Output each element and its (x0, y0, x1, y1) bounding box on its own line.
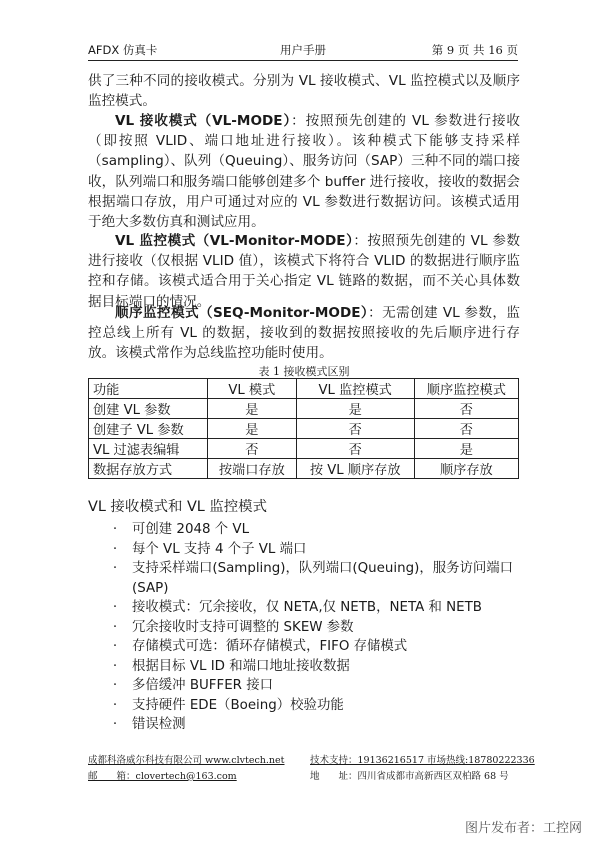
table-row (89, 459, 519, 479)
vl-monitor-title: VL 监控模式（VL-Monitor-MODE） (115, 233, 354, 249)
feature-list (108, 520, 528, 735)
list-item: · 接收模式：冗余接收，仅 NETA,仅 NETB，NETA 和 NETB (108, 598, 528, 618)
section-title: VL 接收模式和 VL 监控模式 (88, 499, 267, 515)
publisher-watermark: 图片发布者：工控网 (464, 821, 582, 836)
footer-support: 技术支持：19136216517 市场热线:18780222336 (310, 755, 535, 766)
table-cell: 是 (296, 399, 414, 419)
footer-email: 邮 箱：clovertech@163.com (88, 771, 237, 782)
table-cell: 是 (208, 399, 297, 419)
table-header-cell: VL 模式 (208, 379, 297, 399)
table-cell: 按端口存放 (208, 459, 297, 479)
list-item: · 支持硬件 EDE（Boeing）校验功能 (108, 696, 528, 716)
table-cell: 否 (208, 439, 297, 459)
table-caption: 表 1 接收模式区别 (258, 365, 350, 378)
list-item: · 错误检测 (108, 715, 528, 735)
table-cell: 否 (296, 419, 414, 439)
table-cell: 创建 VL 参数 (89, 399, 208, 419)
vl-mode-title: VL 接收模式（VL-MODE） (115, 113, 292, 129)
table-cell: 是 (208, 419, 297, 439)
intro-paragraph: 供了三种不同的接收模式。分别为 VL 接收模式、VL 监控模式以及顺序监控模式。 (88, 73, 520, 110)
table-cell: 顺序存放 (414, 459, 518, 479)
footer-company: 成都科洛威尔科技有限公司 www.clvtech.net (88, 755, 285, 766)
header-page-number: 第 9 页 共 16 页 (431, 43, 518, 57)
bullet-icon: · (112, 561, 118, 576)
header-manual-title: 用户手册 (280, 43, 326, 57)
page-header (88, 40, 518, 61)
bullet-icon: · (112, 600, 118, 615)
table-row (89, 439, 519, 459)
bullet-icon: · (112, 619, 118, 635)
table-header-cell: 顺序监控模式 (414, 379, 518, 399)
table-cell: 否 (414, 419, 518, 439)
list-item: · 可创建 2048 个 VL (108, 520, 528, 540)
table-header-cell: VL 监控模式 (296, 379, 414, 399)
bullet-icon: · (112, 697, 118, 713)
table-cell: 按 VL 顺序存放 (296, 459, 414, 479)
table-cell: 否 (296, 439, 414, 459)
vl-monitor-body: ：按照预先创建的 VL 参数进行接收（仅根据 VLID 值），该模式下将符合 VLID 的数据进行顺序监控和存储。该模式适合用于关心指定 VL 链路的数据，而不关心具体数据目标端口的情况。 (88, 233, 521, 310)
table-cell: 创建子 VL 参数 (89, 419, 208, 439)
table-cell: 是 (414, 439, 518, 459)
table-row (89, 399, 519, 419)
receive-mode-table (88, 378, 519, 479)
header-product: AFDX 仿真卡 (88, 43, 158, 57)
list-item: · 每个 VL 支持 4 个子 VL 端口 (108, 540, 528, 560)
list-item: · 存储模式可选：循环存储模式，FIFO 存储模式 (108, 637, 528, 657)
vl-mode-paragraph (88, 111, 520, 232)
list-item: · 多倍缓冲 BUFFER 接口 (108, 676, 528, 696)
list-item: · 支持采样端口(Sampling)，队列端口(Queuing)，服务访问端口(SAP) (108, 559, 528, 598)
footer-address: 地 址：四川省成都市高新西区双柏路 68 号 (310, 771, 509, 782)
seq-monitor-body: ：无需创建 VL 参数，监控总线上所有 VL 的数据，接收到的数据按照接收的先后顺序进行存放。该模式常作为总线监控功能时使用。 (88, 305, 520, 362)
seq-monitor-title: 顺序监控模式（SEQ-Monitor-MODE） (115, 305, 369, 321)
table-cell: 否 (414, 399, 518, 419)
bullet-icon: · (112, 541, 118, 557)
vl-monitor-paragraph (88, 231, 520, 312)
bullet-icon: · (112, 658, 118, 674)
table-header-row (89, 379, 519, 399)
bullet-icon: · (112, 678, 118, 693)
table-cell: 数据存放方式 (89, 459, 208, 479)
seq-monitor-paragraph (88, 303, 520, 364)
table-header-cell: 功能 (89, 379, 208, 399)
bullet-icon: · (112, 717, 118, 732)
table-cell: VL 过滤表编辑 (89, 439, 208, 459)
list-item: · 根据目标 VL ID 和端口地址接收数据 (108, 657, 528, 677)
page-footer (88, 752, 535, 784)
vl-mode-body: ：按照预先创建的 VL 参数进行接收（即按照 VLID、端口地址进行接收）。该种模式下能够支持采样（sampling）、队列（Queuing）、服务访问（SAP）三种不同的端口接收，队列端口和服务端口能够创建多个 buffer 进行接收，接收的数据会根据端口存放，用户可通过对应的 VL 参数进行数据访问。该模式适用于绝大多数仿真和测试应用。 (88, 113, 521, 231)
list-item: · 冗余接收时支持可调整的 SKEW 参数 (108, 618, 528, 638)
table-row (89, 419, 519, 439)
bullet-icon: · (112, 639, 118, 654)
bullet-icon: · (112, 522, 118, 537)
